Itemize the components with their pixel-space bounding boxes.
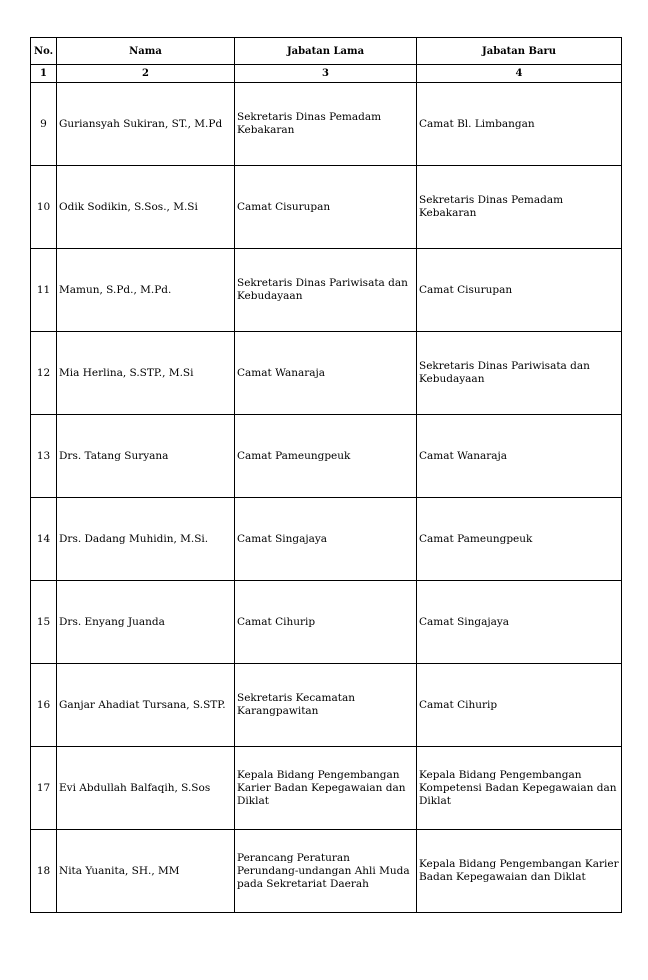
table-row xyxy=(31,332,622,415)
row-number: 11 xyxy=(31,249,57,332)
table-row xyxy=(31,415,622,498)
table-body xyxy=(31,83,622,913)
row-jabatan-lama: Sekretaris Dinas Pariwisata dan Kebudayaan xyxy=(235,249,417,332)
row-number: 15 xyxy=(31,581,57,664)
row-number: 16 xyxy=(31,664,57,747)
row-jabatan-baru: Camat Cihurip xyxy=(417,664,622,747)
row-jabatan-lama: Camat Singajaya xyxy=(235,498,417,581)
header-nama: Nama xyxy=(57,38,235,65)
row-number: 12 xyxy=(31,332,57,415)
row-nama: Drs. Dadang Muhidin, M.Si. xyxy=(57,498,235,581)
column-number: 2 xyxy=(57,65,235,83)
row-nama: Evi Abdullah Balfaqih, S.Sos xyxy=(57,747,235,830)
row-nama: Drs. Enyang Juanda xyxy=(57,581,235,664)
document-page xyxy=(30,37,621,913)
row-jabatan-lama: Camat Pameungpeuk xyxy=(235,415,417,498)
table-row xyxy=(31,581,622,664)
column-number: 4 xyxy=(417,65,622,83)
row-jabatan-baru: Camat Wanaraja xyxy=(417,415,622,498)
table-row xyxy=(31,664,622,747)
row-nama: Mia Herlina, S.STP., M.Si xyxy=(57,332,235,415)
table-row xyxy=(31,83,622,166)
table-row xyxy=(31,249,622,332)
row-nama: Mamun, S.Pd., M.Pd. xyxy=(57,249,235,332)
row-jabatan-baru: Kepala Bidang Pengembangan Kompetensi Badan Kepegawaian dan Diklat xyxy=(417,747,622,830)
row-jabatan-lama: Kepala Bidang Pengembangan Karier Badan Kepegawaian dan Diklat xyxy=(235,747,417,830)
row-number: 17 xyxy=(31,747,57,830)
row-jabatan-baru: Camat Cisurupan xyxy=(417,249,622,332)
row-jabatan-lama: Camat Wanaraja xyxy=(235,332,417,415)
row-nama: Ganjar Ahadiat Tursana, S.STP. xyxy=(57,664,235,747)
row-number: 18 xyxy=(31,830,57,913)
header-jabatan-baru: Jabatan Baru xyxy=(417,38,622,65)
row-jabatan-baru: Kepala Bidang Pengembangan Karier Badan Kepegawaian dan Diklat xyxy=(417,830,622,913)
row-jabatan-lama: Sekretaris Kecamatan Karangpawitan xyxy=(235,664,417,747)
personnel-rotation-table xyxy=(30,37,622,913)
column-number-row xyxy=(31,65,622,83)
row-nama: Drs. Tatang Suryana xyxy=(57,415,235,498)
header-row xyxy=(31,38,622,65)
row-nama: Guriansyah Sukiran, ST., M.Pd xyxy=(57,83,235,166)
header-jabatan-lama: Jabatan Lama xyxy=(235,38,417,65)
table-row xyxy=(31,166,622,249)
table-row xyxy=(31,747,622,830)
row-number: 13 xyxy=(31,415,57,498)
table-row xyxy=(31,498,622,581)
row-jabatan-lama: Camat Cisurupan xyxy=(235,166,417,249)
row-number: 14 xyxy=(31,498,57,581)
row-jabatan-lama: Camat Cihurip xyxy=(235,581,417,664)
row-jabatan-lama: Perancang Peraturan Perundang-undangan Ahli Muda pada Sekretariat Daerah xyxy=(235,830,417,913)
header-no: No. xyxy=(31,38,57,65)
row-jabatan-lama: Sekretaris Dinas Pemadam Kebakaran xyxy=(235,83,417,166)
row-jabatan-baru: Sekretaris Dinas Pariwisata dan Kebudayaan xyxy=(417,332,622,415)
row-jabatan-baru: Camat Pameungpeuk xyxy=(417,498,622,581)
row-nama: Odik Sodikin, S.Sos., M.Si xyxy=(57,166,235,249)
row-number: 9 xyxy=(31,83,57,166)
row-nama: Nita Yuanita, SH., MM xyxy=(57,830,235,913)
column-number: 3 xyxy=(235,65,417,83)
table-row xyxy=(31,830,622,913)
table-header xyxy=(31,38,622,83)
column-number: 1 xyxy=(31,65,57,83)
row-jabatan-baru: Sekretaris Dinas Pemadam Kebakaran xyxy=(417,166,622,249)
row-jabatan-baru: Camat Bl. Limbangan xyxy=(417,83,622,166)
row-number: 10 xyxy=(31,166,57,249)
row-jabatan-baru: Camat Singajaya xyxy=(417,581,622,664)
